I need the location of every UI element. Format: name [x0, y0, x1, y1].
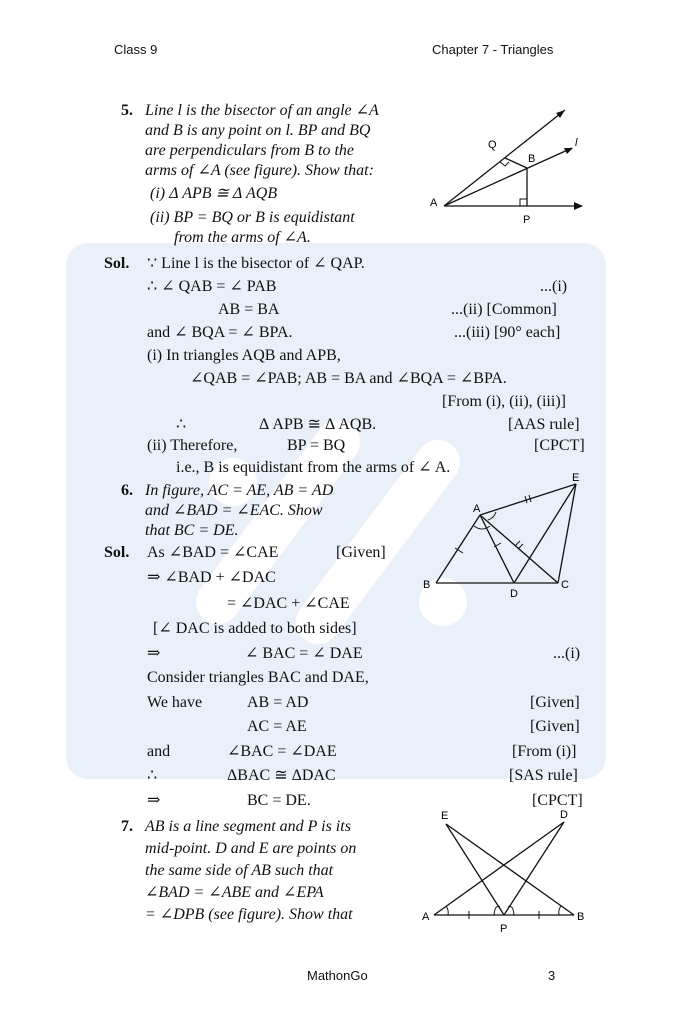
- q7-line: AB is a line segment and P is its: [145, 818, 351, 835]
- sol6-line: and: [147, 743, 171, 760]
- angle-arc: [559, 906, 561, 915]
- sol6-line: Consider triangles BAC and DAE,: [147, 669, 369, 686]
- segment-pe: [446, 824, 504, 915]
- sol6-line: AC = AE: [247, 718, 307, 735]
- fig-label-e: E: [441, 810, 449, 822]
- q5-number: 5.: [121, 102, 133, 119]
- fig-label-l: l: [575, 137, 578, 149]
- sol6-ref: ...(i): [553, 645, 581, 662]
- q7-number: 7.: [121, 818, 133, 835]
- angle-arc: [446, 906, 448, 915]
- sol6-line: [∠ DAC is added to both sides]: [153, 620, 357, 637]
- angle-arc: [488, 512, 496, 520]
- fig-label-e: E: [572, 472, 580, 484]
- sol5-line: Δ APB ≅ Δ AQB.: [259, 416, 377, 433]
- sol5-line: ∵ Line l is the bisector of ∠ QAP.: [147, 255, 365, 272]
- q6-line: In figure, AC = AE, AB = AD: [145, 482, 334, 499]
- page-number: 3: [548, 968, 556, 983]
- sol6-line: AB = AD: [247, 694, 309, 711]
- tick-mark: [518, 544, 523, 549]
- sol6-line: BC = DE.: [247, 792, 311, 809]
- sol5-line: ∴ ∠ QAB = ∠ PAB: [147, 278, 277, 295]
- sol6-line: ⇒: [147, 645, 161, 662]
- segment-be: [446, 824, 574, 915]
- sol6-line: As ∠BAD = ∠CAE: [147, 544, 279, 561]
- q5-line: Line l is the bisector of an angle ∠A: [145, 102, 379, 119]
- q6-line: that BC = DE.: [145, 522, 239, 539]
- sol6-ref: [Given]: [530, 694, 580, 711]
- segment-ab: [436, 515, 480, 583]
- sol6-ref: [CPCT]: [532, 792, 583, 809]
- fig-label-a: A: [430, 197, 438, 209]
- q6-figure: [418, 470, 593, 605]
- fig-label-a: A: [473, 503, 481, 515]
- fig-label-q: Q: [488, 139, 497, 151]
- fig-label-d: D: [560, 809, 568, 821]
- q5-line: and B is any point on l. BP and BQ: [145, 122, 371, 139]
- right-angle-mark: [520, 199, 527, 206]
- header-chapter: Chapter 7 - Triangles: [432, 42, 554, 57]
- sol6-line: ∠ BAC = ∠ DAE: [245, 645, 363, 662]
- sol6-label: Sol.: [104, 544, 130, 561]
- sol5-ref: [From (i), (ii), (iii)]: [442, 393, 566, 410]
- sol5-ref: [CPCT]: [534, 437, 585, 454]
- segment-ac: [480, 515, 558, 583]
- fig-label-p: P: [500, 923, 508, 935]
- q7-figure: [418, 808, 593, 938]
- sol5-ref: [AAS rule]: [508, 416, 580, 433]
- sol5-line: AB = BA: [218, 301, 280, 318]
- sol6-ref: [Given]: [336, 544, 386, 561]
- fig-label-c: C: [561, 579, 569, 591]
- fig-label-b: B: [423, 579, 431, 591]
- sol6-line: We have: [147, 694, 203, 711]
- q7-line: = ∠DPB (see figure). Show that: [145, 906, 353, 923]
- right-angle-mark: [500, 162, 509, 166]
- tick-mark: [515, 541, 520, 546]
- sol5-label: Sol.: [104, 255, 130, 272]
- sol5-line: i.e., B is equidistant from the arms of ∠ A.: [176, 459, 451, 476]
- sol5-ref: ...(ii) [Common]: [451, 301, 557, 318]
- q5-figure: [420, 100, 595, 230]
- footer-brand: MathonGo: [307, 968, 368, 983]
- q7-line: ∠BAD = ∠ABE and ∠EPA: [145, 884, 324, 901]
- sol5-line: ∴: [176, 416, 187, 433]
- sol6-ref: [From (i)]: [512, 743, 577, 760]
- sol6-line: = ∠DAC + ∠CAE: [227, 595, 350, 612]
- fig-label-b: B: [577, 911, 585, 923]
- fig-label-b: B: [528, 153, 536, 165]
- segment-ad: [480, 515, 514, 583]
- q6-line: and ∠BAD = ∠EAC. Show: [145, 502, 323, 519]
- angle-arc: [474, 526, 490, 529]
- sol5-line: (i) In triangles AQB and APB,: [147, 347, 341, 364]
- q5-line: are perpendiculars from B to the: [145, 142, 355, 159]
- sol5-line: BP = BQ: [287, 437, 346, 454]
- sol6-line: ∴: [147, 767, 158, 784]
- sol5-line: (ii) Therefore,: [147, 437, 238, 454]
- segment-ae: [480, 484, 576, 515]
- bisector-l: [444, 148, 572, 206]
- q5-line: (i) Δ APB ≅ Δ AQB: [150, 185, 278, 202]
- sol6-line: ⇒: [147, 792, 161, 809]
- sol6-line: ⇒ ∠BAD + ∠DAC: [147, 569, 276, 586]
- q5-line: arms of ∠A (see figure). Show that:: [145, 162, 374, 179]
- fig-label-p: P: [523, 214, 531, 226]
- sol5-line: and ∠ BQA = ∠ BPA.: [147, 324, 293, 341]
- arrow-head-icon: [574, 202, 583, 210]
- q5-line: from the arms of ∠A.: [174, 229, 311, 246]
- q6-number: 6.: [121, 482, 133, 499]
- sol5-line: ∠QAB = ∠PAB; AB = BA and ∠BQA = ∠BPA.: [190, 370, 507, 387]
- fig-label-a: A: [422, 911, 430, 923]
- q7-line: the same side of AB such that: [145, 862, 334, 879]
- q7-line: mid-point. D and E are points on: [145, 840, 357, 857]
- q5-line: (ii) BP = BQ or B is equidistant: [150, 209, 355, 226]
- header-class: Class 9: [114, 42, 158, 57]
- sol6-line: ΔBAC ≅ ΔDAC: [227, 767, 336, 784]
- sol6-line: ∠BAC = ∠DAE: [227, 743, 337, 760]
- sol6-ref: [Given]: [530, 718, 580, 735]
- sol6-ref: [SAS rule]: [509, 767, 578, 784]
- sol5-ref: ...(i): [540, 278, 568, 295]
- arm-aq: [444, 110, 565, 206]
- fig-label-d: D: [510, 588, 518, 600]
- sol5-ref: ...(iii) [90° each]: [454, 324, 561, 341]
